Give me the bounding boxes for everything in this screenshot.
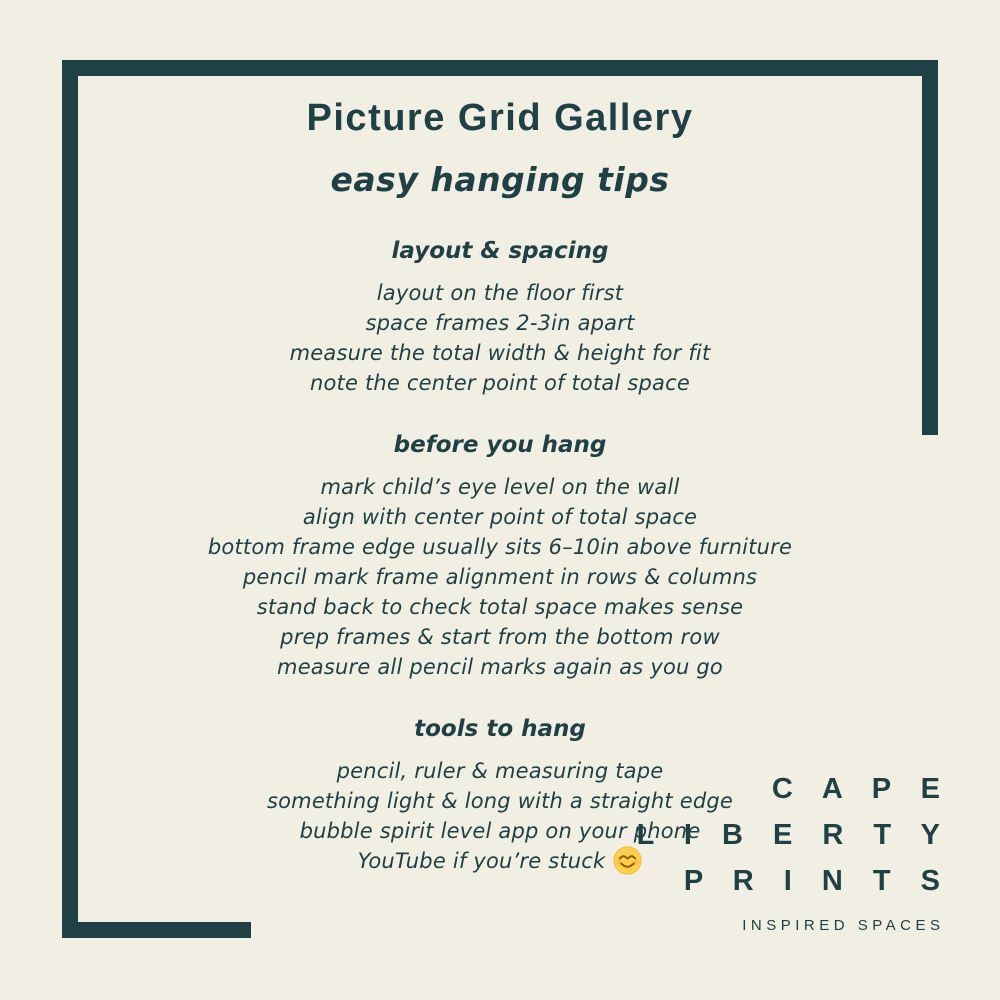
tip-line: space frames 2-3in apart — [365, 311, 635, 335]
section-before-you-hang — [90, 428, 910, 682]
tip-line: layout on the floor first — [376, 281, 624, 305]
tip-line: measure the total width & height for fit — [289, 341, 711, 365]
content-column — [90, 0, 910, 876]
section-heading: layout & spacing — [391, 238, 609, 264]
brand-name-line: P R I N T S — [683, 865, 951, 897]
tip-line: bubble spirit level app on your phone — [299, 819, 701, 843]
tip-line: something light & long with a straight edge — [266, 789, 734, 813]
tip-line-text: YouTube if you’re stuck — [357, 849, 606, 873]
tip-line: pencil mark frame alignment in rows & columns — [242, 565, 758, 589]
frame-right-bar — [922, 60, 938, 435]
tip-line: stand back to check total space makes sense — [256, 595, 744, 619]
section-heading: tools to hang — [414, 716, 586, 742]
frame-bottom-bar — [62, 922, 251, 938]
brand-tagline: INSPIRED SPACES — [742, 917, 945, 934]
tip-line: measure all pencil marks again as you go — [277, 655, 723, 679]
section-layout-and-spacing — [90, 234, 910, 398]
tip-line: mark child’s eye level on the wall — [320, 475, 680, 499]
tip-line: bottom frame edge usually sits 6–10in above furniture — [207, 535, 793, 559]
frame-left-bar — [62, 60, 78, 938]
tip-line: align with center point of total space — [302, 505, 698, 529]
tip-line: note the center point of total space — [309, 371, 690, 395]
tip-line: prep frames & start from the bottom row — [280, 625, 720, 649]
poster-title: Picture Grid Gallery — [306, 97, 694, 139]
tip-line: pencil, ruler & measuring tape — [336, 759, 664, 783]
poster-subtitle: easy hanging tips — [330, 160, 670, 199]
brand-name-line: L I B E R T Y — [636, 819, 951, 851]
tip-list — [90, 278, 910, 398]
brand-block — [636, 766, 951, 936]
tip-list — [90, 472, 910, 682]
brand-name-line: C A P E — [771, 773, 951, 805]
section-heading: before you hang — [393, 432, 607, 458]
